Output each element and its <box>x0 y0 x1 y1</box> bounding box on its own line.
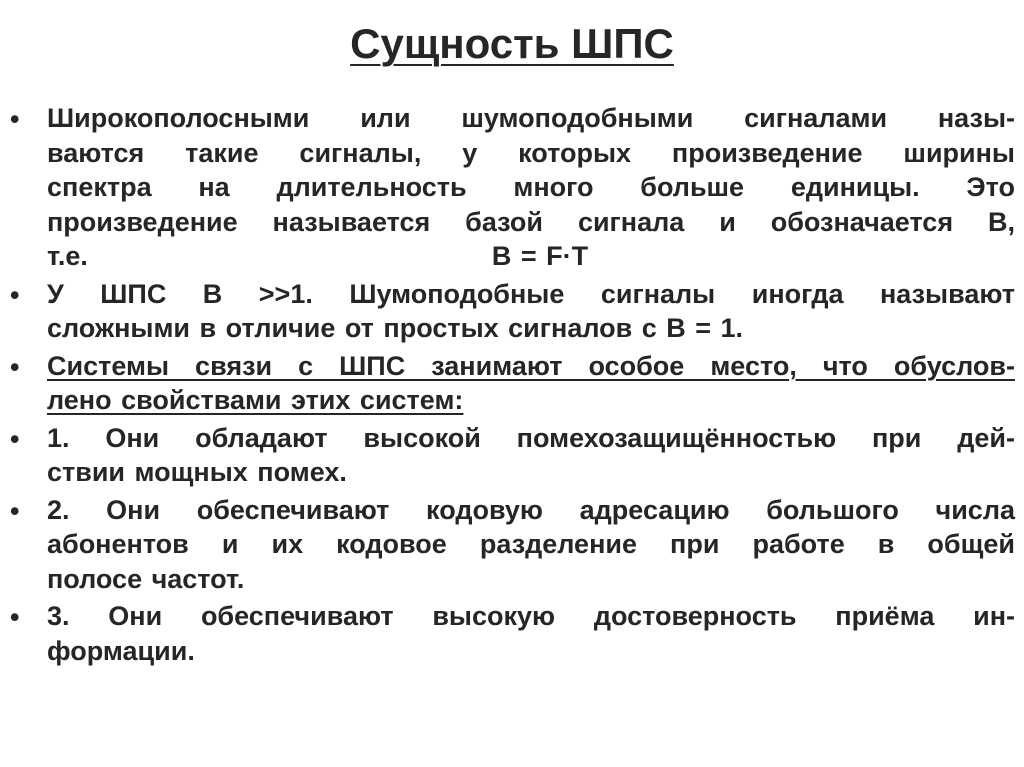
text-line: абонентов и их кодовое разделение при работе в общей <box>47 529 1015 559</box>
text-line: произведение называется базой сигнала и обозначается В, <box>47 206 1015 237</box>
bullet-text <box>47 277 1015 346</box>
bullet-text <box>47 101 1015 274</box>
text-line: сложными в отличие от простых сигналов с В = 1. <box>47 313 744 343</box>
text-line: ваются такие сигналы, у которых произведение ширины <box>47 137 1015 168</box>
bullet-marker: • <box>10 423 20 454</box>
text-fragment: т.е. <box>47 241 88 271</box>
bullet-list <box>0 101 1024 671</box>
slide-title <box>0 16 1024 72</box>
bullet-item-complex-signals <box>0 277 1024 346</box>
text-line: спектра на длительность много больше единицы. Это <box>47 172 1015 202</box>
text-fragment: лено свойствами этих систем: <box>47 385 464 415</box>
bullet-marker: • <box>10 279 20 310</box>
text-line: полосе частот. <box>47 563 245 594</box>
bullet-text <box>47 493 1015 597</box>
bullet-text <box>47 599 1015 668</box>
bullet-item-point-2 <box>0 493 1024 597</box>
bullet-item-point-3 <box>0 599 1024 668</box>
text-line: У ШПС В >>1. Шумоподобные сигналы иногда называют <box>47 278 1015 309</box>
bullet-item-point-1 <box>0 421 1024 490</box>
slide-title-text: Сущность ШПС <box>350 20 674 67</box>
bullet-marker: • <box>10 495 20 526</box>
text-line: 3. Они обеспечивают высокую достоверность приёма ин- <box>47 601 1015 631</box>
text-line: ствии мощных помех. <box>47 457 347 487</box>
bullet-marker: • <box>10 602 20 632</box>
bullet-marker: • <box>10 351 20 382</box>
text-line <box>47 383 1015 418</box>
bullet-text <box>47 421 1015 490</box>
bullet-item-systems <box>0 349 1024 418</box>
text-line: формации. <box>47 635 195 666</box>
text-line <box>47 239 1015 274</box>
bullet-text <box>47 349 1015 418</box>
text-line: 2. Они обеспечивают кодовую адресацию большого числа <box>47 494 1015 525</box>
text-line: Широкополосными или шумоподобными сигналами назы- <box>47 103 1015 133</box>
text-line: Системы связи с ШПС занимают особое место, что обуслов- <box>47 350 1015 381</box>
text-line: 1. Они обладают высокой помехозащищённостью при дей- <box>47 422 1015 453</box>
bullet-marker: • <box>10 104 20 134</box>
bullet-item-definition <box>0 101 1024 274</box>
formula: B = F·T <box>491 241 589 271</box>
